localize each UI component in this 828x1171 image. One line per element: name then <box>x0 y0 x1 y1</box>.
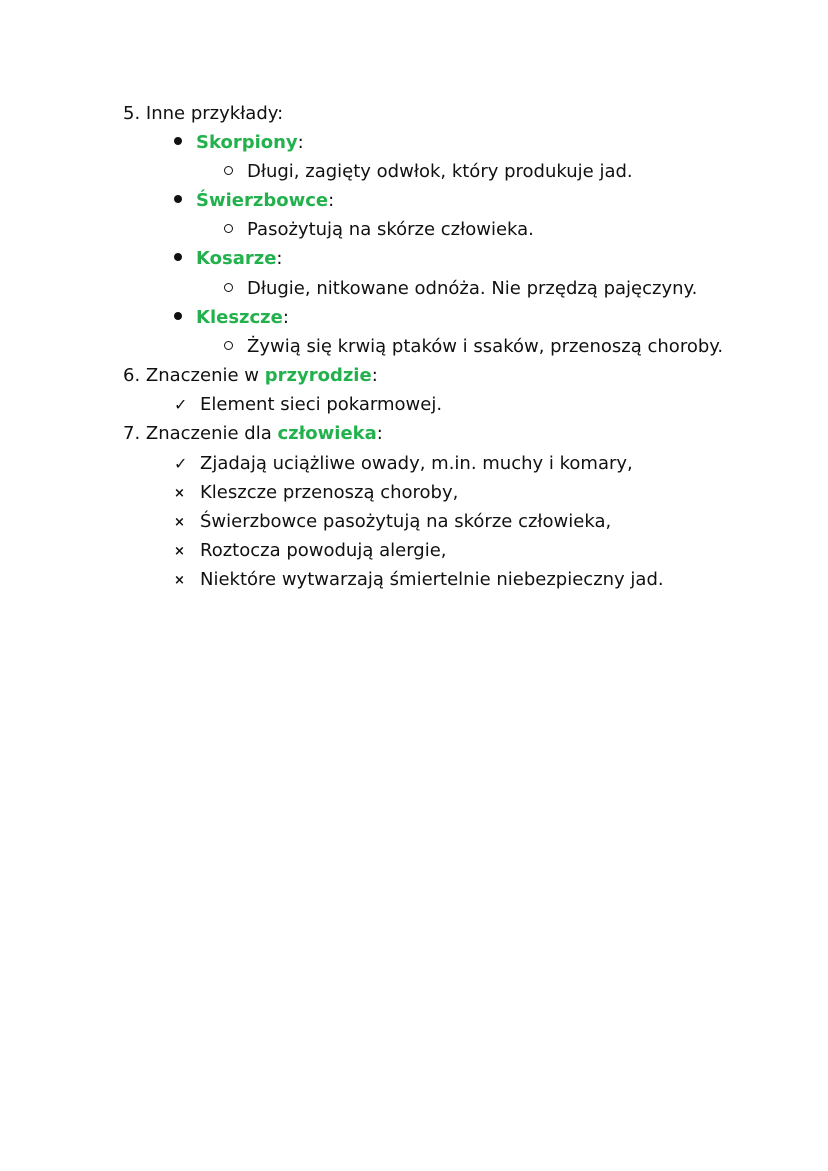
section-5-heading: 5. Inne przykłady: <box>123 103 284 124</box>
list-item <box>174 392 442 418</box>
list-item <box>174 538 447 564</box>
heading-suffix: : <box>376 423 383 444</box>
list-item <box>174 451 633 477</box>
species-name: Kosarze <box>196 248 277 269</box>
list-item <box>174 509 611 535</box>
heading-prefix: 7. Znaczenie dla <box>123 423 278 444</box>
heading-highlight: człowieka <box>277 423 377 444</box>
heading-prefix: 6. Znaczenie w <box>123 365 265 386</box>
item-text: Kleszcze przenoszą choroby, <box>200 482 459 503</box>
list-item <box>224 276 697 302</box>
species-name: Skorpiony <box>196 132 298 153</box>
list-item <box>174 480 458 506</box>
colon: : <box>282 307 289 328</box>
bullet-circle-icon <box>224 283 233 292</box>
item-text: Roztocza powodują alergie, <box>200 540 447 561</box>
list-item <box>224 334 723 360</box>
species-detail: Żywią się krwią ptaków i ssaków, przenoszą choroby. <box>247 336 724 357</box>
colon: : <box>328 190 335 211</box>
checkmark-icon: ✓ <box>174 395 188 414</box>
item-text: Świerzbowce pasożytują na skórze człowieka, <box>200 511 612 532</box>
bullet-circle-icon <box>224 166 233 175</box>
species-detail: Pasożytują na skórze człowieka. <box>247 219 534 240</box>
list-item <box>224 159 633 185</box>
item-text: Niektóre wytwarzają śmiertelnie niebezpieczny jad. <box>200 569 664 590</box>
list-item <box>174 130 304 156</box>
cross-icon: × <box>174 486 185 501</box>
bullet-dot-icon <box>174 253 182 261</box>
bullet-dot-icon <box>174 195 182 203</box>
bullet-dot-icon <box>174 312 182 320</box>
cross-icon: × <box>174 515 185 530</box>
bullet-circle-icon <box>224 341 233 350</box>
list-item <box>174 567 664 593</box>
checkmark-icon: ✓ <box>174 454 188 473</box>
species-name: Kleszcze <box>196 307 283 328</box>
item-text: Element sieci pokarmowej. <box>200 394 443 415</box>
colon: : <box>276 248 283 269</box>
list-item <box>174 305 289 331</box>
species-detail: Długie, nitkowane odnóża. Nie przędzą pajęczyny. <box>247 278 698 299</box>
section-7-heading <box>123 421 383 447</box>
list-item <box>174 246 283 272</box>
bullet-circle-icon <box>224 224 233 233</box>
colon: : <box>297 132 304 153</box>
list-item <box>224 217 534 243</box>
cross-icon: × <box>174 573 185 588</box>
heading-suffix: : <box>371 365 378 386</box>
heading-highlight: przyrodzie <box>264 365 372 386</box>
cross-icon: × <box>174 544 185 559</box>
species-name: Świerzbowce <box>196 190 329 211</box>
item-text: Zjadają uciążliwe owady, m.in. muchy i komary, <box>200 453 633 474</box>
bullet-dot-icon <box>174 137 182 145</box>
species-detail: Długi, zagięty odwłok, który produkuje jad. <box>247 161 633 182</box>
list-item <box>174 188 334 214</box>
section-6-heading <box>123 363 378 389</box>
